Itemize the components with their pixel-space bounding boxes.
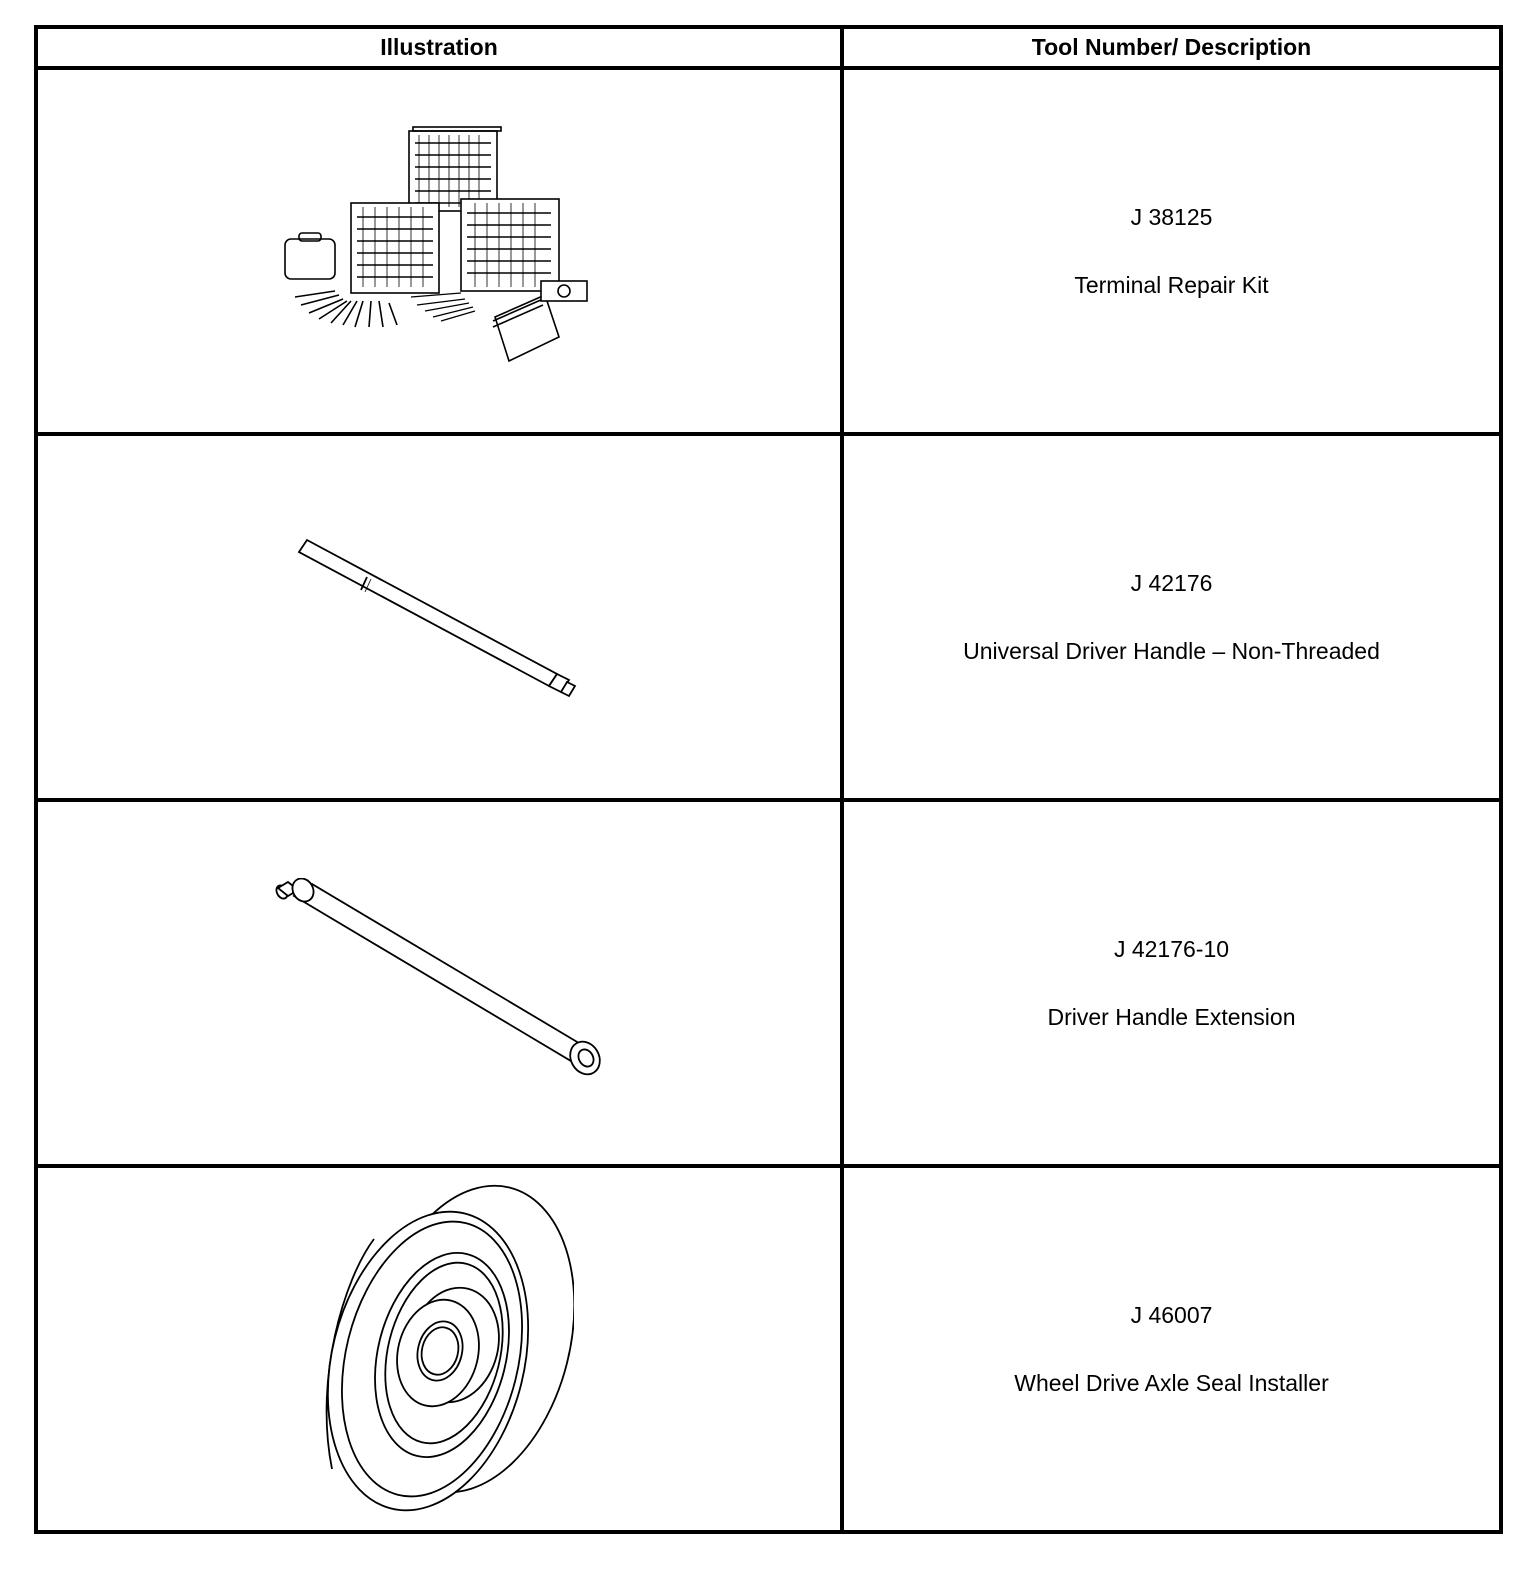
description-cell	[842, 1166, 1501, 1532]
header-illustration: Illustration	[36, 27, 842, 68]
illustration-cell	[36, 68, 842, 434]
table-row	[36, 68, 1501, 434]
table-row	[36, 800, 1501, 1166]
tool-number: J 42176-10	[1113, 935, 1230, 962]
special-tools-table	[34, 25, 1503, 1534]
tool-description: Terminal Repair Kit	[1074, 271, 1269, 298]
illustration-cell	[36, 434, 842, 800]
description-cell	[842, 68, 1501, 434]
description-cell	[842, 800, 1501, 1166]
driver-handle-icon	[289, 532, 589, 702]
illustration-cell	[36, 1166, 842, 1532]
table-row	[36, 1166, 1501, 1532]
tool-description: Driver Handle Extension	[1047, 1003, 1296, 1030]
table-row	[36, 434, 1501, 800]
terminal-repair-kit-icon	[279, 121, 599, 381]
tool-description: Wheel Drive Axle Seal Installer	[1014, 1369, 1329, 1396]
handle-extension-icon	[274, 878, 604, 1088]
description-cell	[842, 434, 1501, 800]
tool-number: J 46007	[1130, 1301, 1213, 1328]
seal-installer-icon	[304, 1179, 574, 1519]
header-tool-description: Tool Number/ Description	[842, 27, 1501, 68]
tool-number: J 38125	[1130, 203, 1213, 230]
illustration-cell	[36, 800, 842, 1166]
table-header-row	[36, 27, 1501, 68]
tool-number: J 42176	[1130, 569, 1213, 596]
tool-description: Universal Driver Handle – Non-Threaded	[963, 637, 1380, 664]
